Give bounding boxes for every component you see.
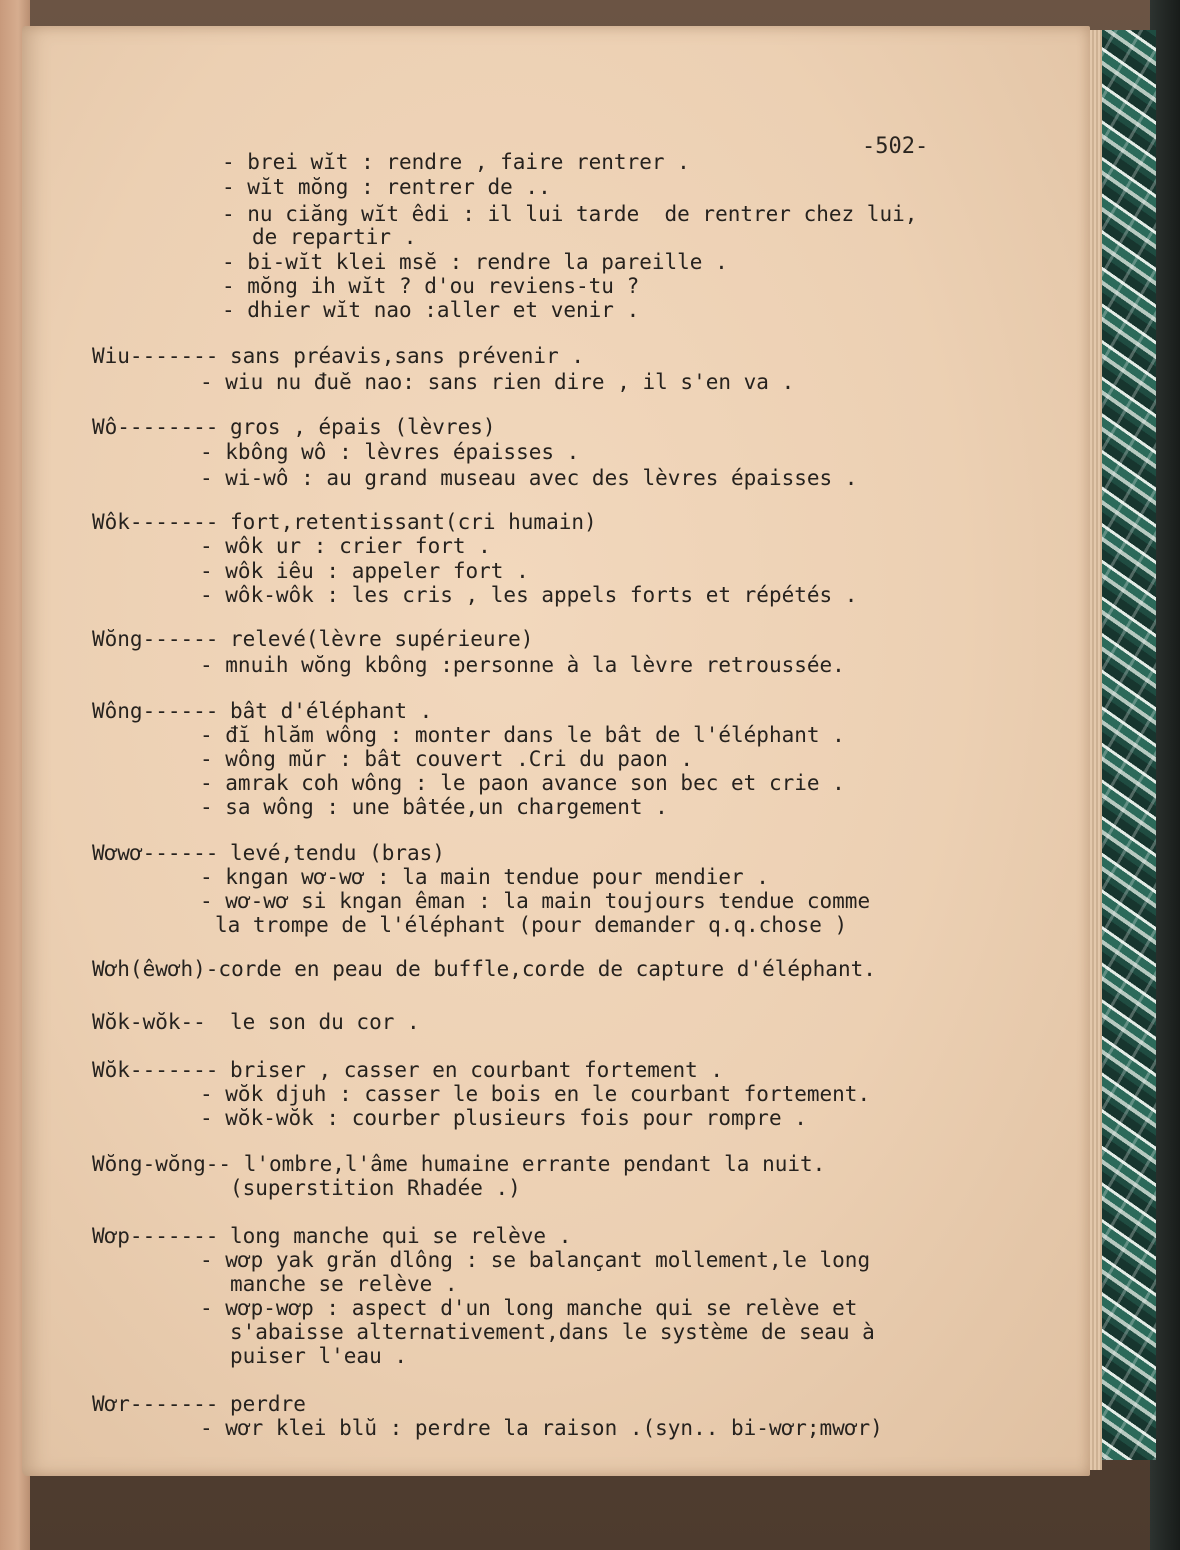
entry-line: - nu ciăng wĭt êdi : il lui tarde de rentrer chez lui, [222, 202, 918, 226]
entry-line: - wiu nu đuĕ nao: sans rien dire , il s'en va . [200, 370, 795, 394]
entry-line: - kngan wơ-wơ : la main tendue pour mendier . [200, 865, 769, 889]
entry-line: - amrak coh wông : le paon avance son bec et crie . [200, 771, 845, 795]
definition: briser , casser en courbant fortement . [230, 1058, 724, 1082]
headword: Wơwơ------ [92, 841, 219, 865]
entry-line: puiser l'eau . [230, 1344, 408, 1368]
marbled-endpaper [1096, 30, 1156, 1460]
entry-line: - wôk-wôk : les cris , les appels forts et répétés . [200, 583, 858, 607]
headword: Wiu------- [92, 344, 219, 368]
entry-line: - wŏk djuh : casser le bois en le courbant fortement. [200, 1082, 871, 1106]
entry-line: manche se relève . [230, 1272, 458, 1296]
entry-line: - bi-wĭt klei msĕ : rendre la pareille . [222, 250, 728, 274]
headword: Wŏk-wŏk-- [92, 1010, 206, 1034]
definition: bât d'éléphant . [230, 699, 433, 723]
dictionary-page [22, 26, 1090, 1476]
definition: relevé(lèvre supérieure) [230, 627, 534, 651]
definition: fort,retentissant(cri humain) [230, 510, 597, 534]
entry-line: (superstition Rhadée .) [230, 1176, 521, 1200]
headword-line: Wŏng-wŏng-- l'ombre,l'âme humaine errante pendant la nuit. [92, 1152, 826, 1176]
entry-line: - mŏng ih wĭt ? d'ou reviens-tu ? [222, 274, 640, 298]
entry-line: - dhier wĭt nao :aller et venir . [222, 298, 640, 322]
definition: long manche qui se relève . [230, 1224, 572, 1248]
headword-line: Wơh(êwơh)-corde en peau de buffle,corde de capture d'éléphant. [92, 957, 876, 981]
headword: Wô-------- [92, 415, 219, 439]
entry-line: - wơp-wơp : aspect d'un long manche qui se relève et [200, 1296, 858, 1320]
entry-line: - wi-wô : au grand museau avec des lèvres épaisses . [200, 466, 858, 490]
definition: levé,tendu (bras) [230, 841, 445, 865]
entry-line: - đĭ hlăm wông : monter dans le bât de l'éléphant . [200, 723, 845, 747]
entry-line: - wĭt mŏng : rentrer de .. [222, 175, 551, 199]
entry-line: - wôk ur : crier fort . [200, 534, 491, 558]
entry-line: la trompe de l'éléphant (pour demander q.q.chose ) [215, 913, 848, 937]
headword: Wơr------- [92, 1392, 219, 1416]
entry-line: - wơr klei blŭ : perdre la raison .(syn.. bi-wơr;mwơr) [200, 1416, 883, 1440]
entry-line: - wơp yak grăn dlông : se balançant mollement,le long [200, 1248, 871, 1272]
headword: Wŏk------- [92, 1058, 219, 1082]
entry-line: - wông mŭr : bât couvert .Cri du paon . [200, 747, 694, 771]
definition: le son du cor . [230, 1010, 420, 1034]
entry-line: de repartir . [252, 225, 417, 249]
headword: Wŏng------ [92, 627, 219, 651]
definition: sans préavis,sans prévenir . [230, 344, 585, 368]
entry-line: s'abaisse alternativement,dans le système de seau à [230, 1320, 875, 1344]
headword: Wông------ [92, 699, 219, 723]
entry-line: - wŏk-wŏk : courber plusieurs fois pour rompre . [200, 1106, 807, 1130]
entry-line: - mnuih wŏng kbông :personne à la lèvre retroussée. [200, 653, 845, 677]
entry-line: - sa wông : une bâtée,un chargement . [200, 795, 668, 819]
entry-line: - wơ-wơ si kngan êman : la main toujours tendue comme [200, 889, 871, 913]
entry-line: - kbông wô : lèvres épaisses . [200, 440, 580, 464]
definition: gros , épais (lèvres) [230, 415, 496, 439]
definition: perdre [230, 1392, 306, 1416]
entry-line: - brei wĭt : rendre , faire rentrer . [222, 150, 690, 174]
entry-line: - wôk iêu : appeler fort . [200, 559, 529, 583]
page-number: -502- [862, 134, 929, 159]
headword: Wơp------- [92, 1224, 219, 1248]
headword: Wôk------- [92, 510, 219, 534]
